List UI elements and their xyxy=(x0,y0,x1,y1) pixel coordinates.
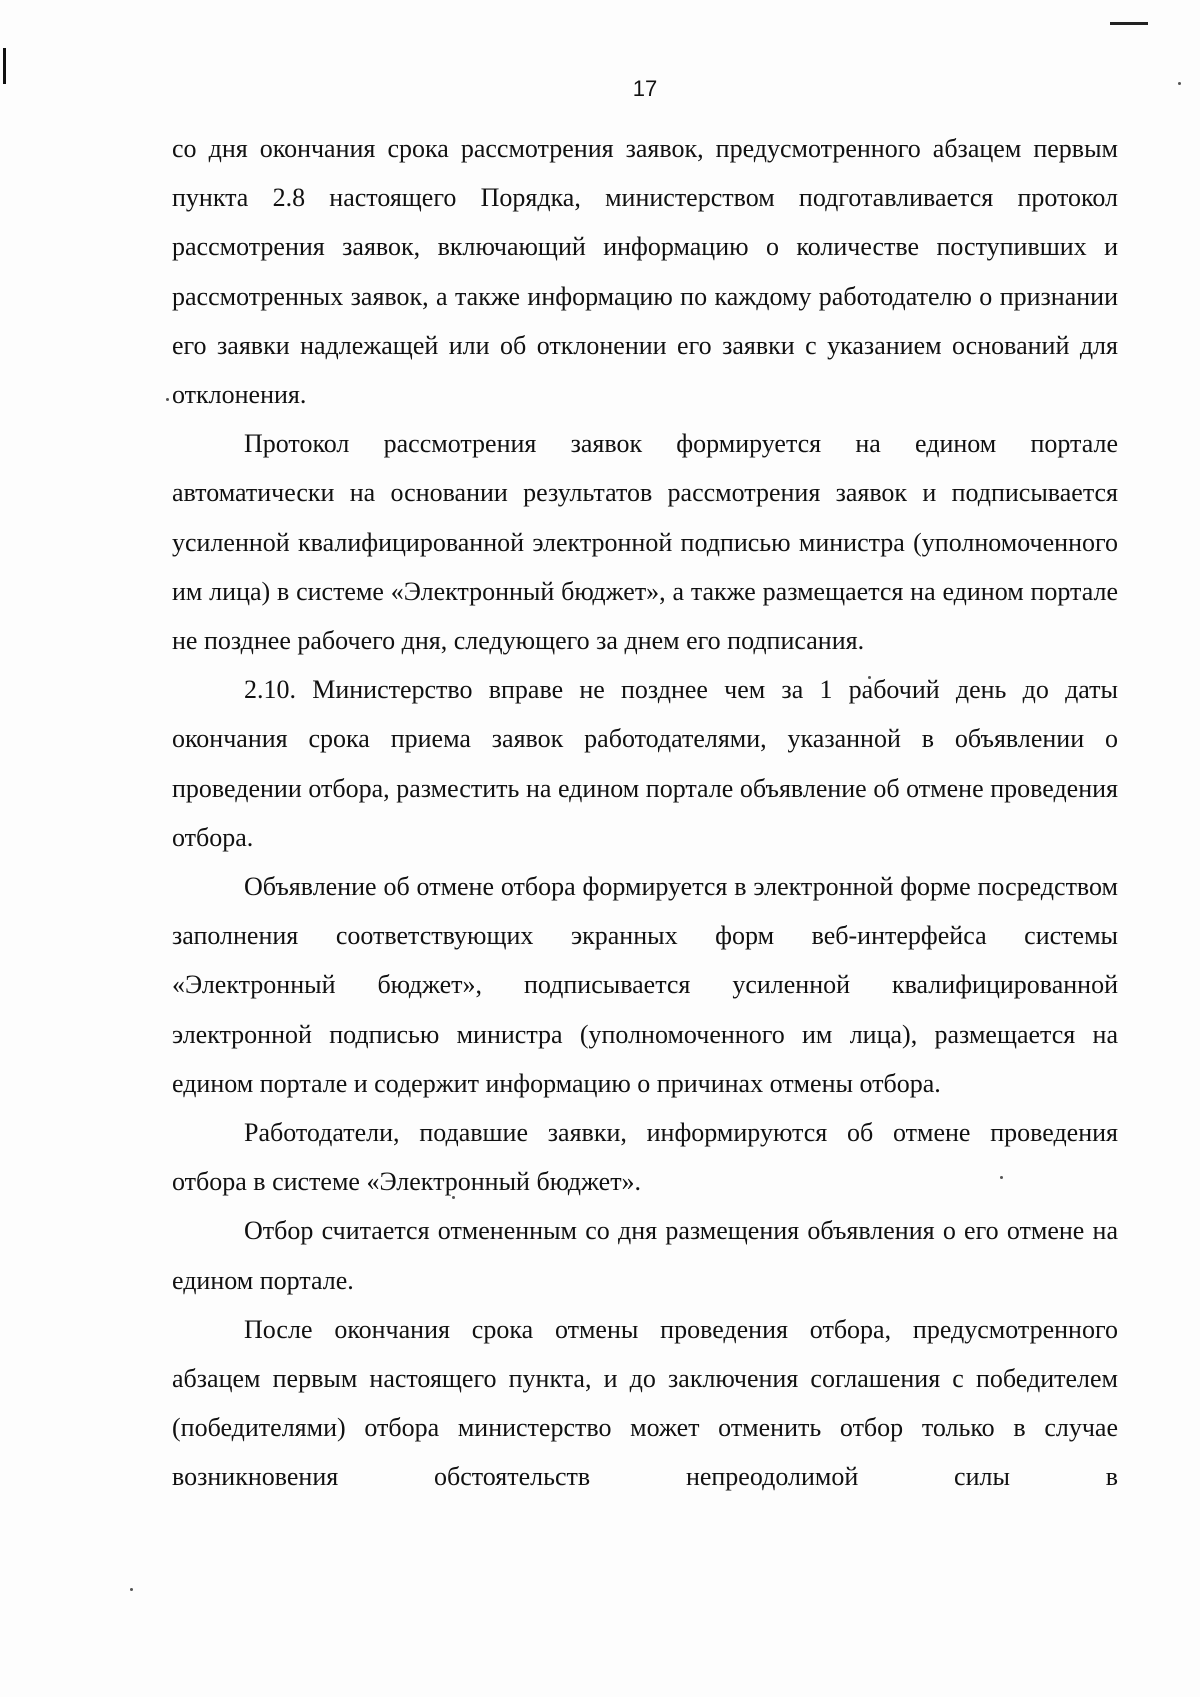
paragraph-continuation: со дня окончания срока рассмотрения заявок, предусмотренного абзацем первым пункта 2.8 настоящего Порядка, министерством подготавливается протокол рассмотрения заявок, включающий информацию о количестве поступивших и рассмотренных заявок, а также информацию по каждому работодателю о признании его заявки надлежащей или об отклонении его заявки с указанием оснований для отклонения. xyxy=(172,134,1118,410)
paragraph-cancellation-notice: Объявление об отмене отбора формируется в электронной форме посредством заполнения соответствующих экранных форм веб-интерфейса системы «Электронный бюджет», подписывается усиленной квалифицированной электронной подписью министра (уполномоченного им лица), размещается на едином портале и содержит информацию о причинах отмены отбора. xyxy=(172,872,1118,1098)
paragraph-force-majeure: После окончания срока отмены проведения отбора, предусмотренного абзацем первым настоящего пункта, и до заключения соглашения с победителем (победителями) отбора министерство может отменить отбор только в случае возникновения обстоятельств непреодолимой силы в xyxy=(172,1314,1118,1492)
body-text xyxy=(172,124,1118,1502)
page-number: 17 xyxy=(632,76,658,101)
paragraph-selection-cancelled: Отбор считается отмененным со дня размещения объявления о его отмене на едином портале. xyxy=(172,1216,1118,1295)
paragraph-protocol: Протокол рассмотрения заявок формируется на едином портале автоматически на основании результатов рассмотрения заявок и подписывается усиленной квалифицированной электронной подписью министра (уполномоченного им лица) в системе «Электронный бюджет», а также размещается на едином портале не позднее рабочего дня, следующего за днем его подписания. xyxy=(172,429,1118,656)
paragraph-clause-2-10: 2.10. Министерство вправе не позднее чем за 1 рабочий день до даты окончания срока приема заявок работодателями, указанной в объявлении о проведении отбора, разместить на едином портале объявление об отмене проведения отбора. xyxy=(172,675,1118,852)
paragraph-employers-informed: Работодатели, подавшие заявки, информируются об отмене проведения отбора в системе «Электронный бюджет». xyxy=(172,1118,1118,1197)
scan-artifact-mark xyxy=(1110,22,1148,25)
scan-speck xyxy=(130,1588,133,1591)
scan-speck xyxy=(166,398,169,401)
